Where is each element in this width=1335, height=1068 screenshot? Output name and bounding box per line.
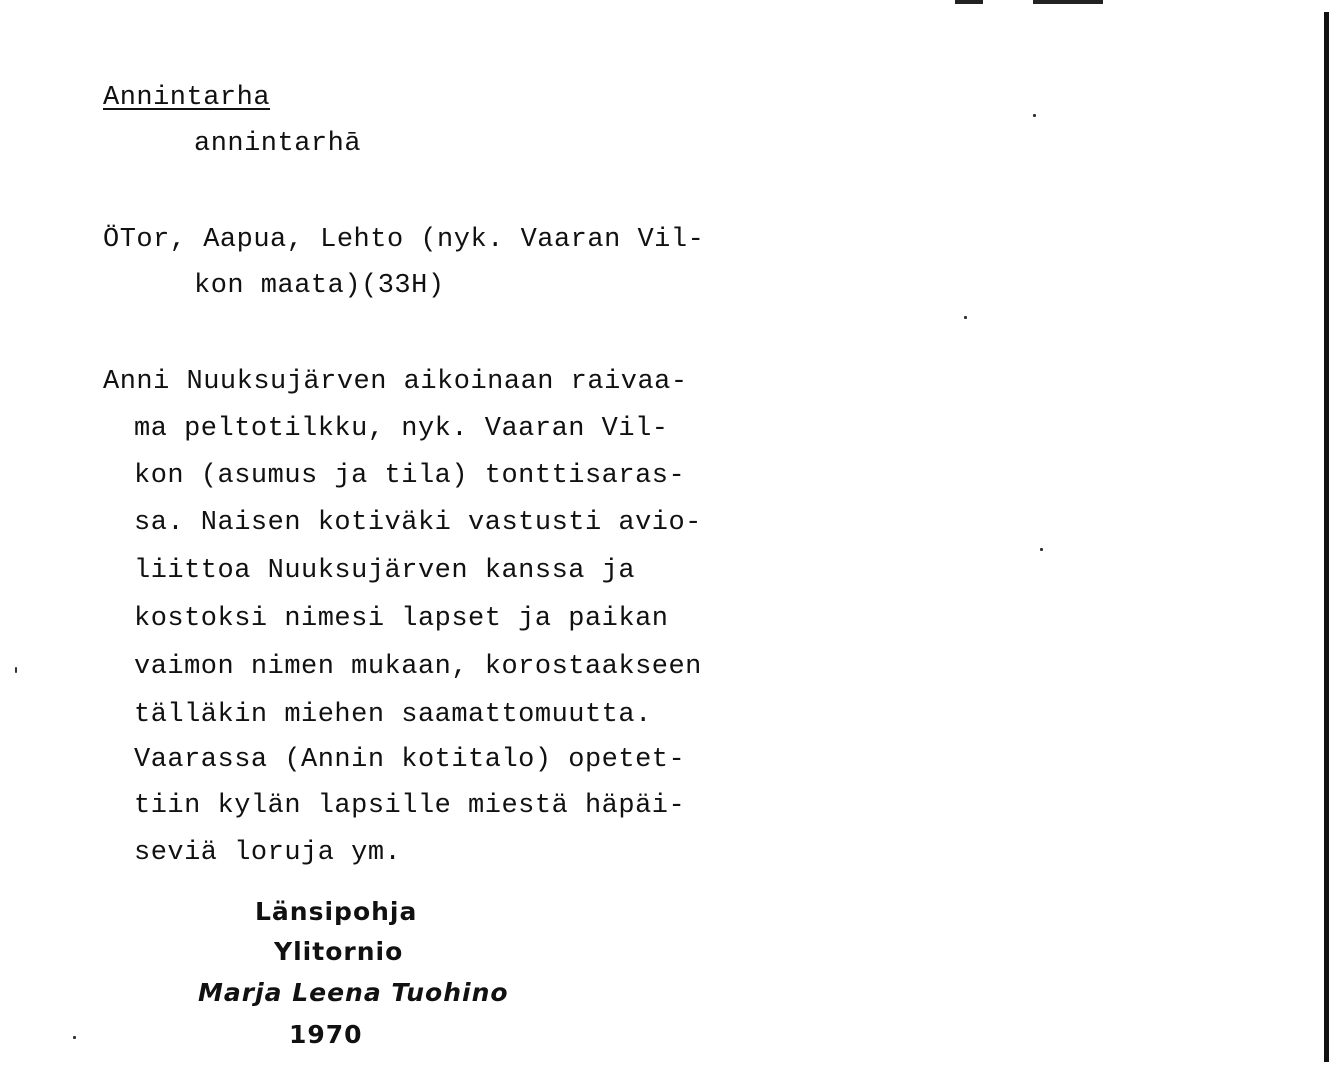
place-name-heading: Annintarha — [103, 83, 271, 113]
scan-speck — [964, 316, 967, 319]
description-line: Anni Nuuksujärven aikoinaan raivaa- — [103, 367, 688, 397]
description-line: sa. Naisen kotiväki vastusti avio- — [134, 508, 702, 538]
scan-speck — [1040, 548, 1043, 551]
location-line: kon maata)(33H) — [194, 271, 445, 301]
description-line: Vaarassa (Annin kotitalo) opetet- — [134, 745, 686, 775]
footer-region: Länsipohja — [255, 897, 418, 926]
dialect-form: annintarhā — [194, 129, 362, 159]
scan-speck — [73, 1036, 76, 1039]
description-line: tälläkin miehen saamattomuutta. — [134, 700, 652, 730]
description-line: seviä loruja ym. — [134, 838, 402, 868]
description-line: kon (asumus ja tila) tonttisaras- — [134, 461, 686, 491]
scan-speck — [15, 667, 17, 673]
footer-collector: Marja Leena Tuohino — [198, 978, 509, 1007]
description-line: kostoksi nimesi lapset ja paikan — [134, 604, 669, 634]
footer-year: 1970 — [289, 1020, 363, 1049]
description-line: liittoa Nuuksujärven kanssa ja — [134, 556, 636, 586]
scan-edge-border — [1324, 12, 1329, 1062]
description-line: ma peltotilkku, nyk. Vaaran Vil- — [134, 414, 669, 444]
description-line: vaimon nimen mukaan, korostaakseen — [134, 652, 702, 682]
description-line: tiin kylän lapsille miestä häpäi- — [134, 791, 686, 821]
location-line: ÖTor, Aapua, Lehto (nyk. Vaaran Vil- — [103, 225, 705, 255]
scan-top-marks — [955, 0, 1105, 6]
scan-speck — [1033, 114, 1036, 117]
footer-parish: Ylitornio — [274, 937, 404, 966]
